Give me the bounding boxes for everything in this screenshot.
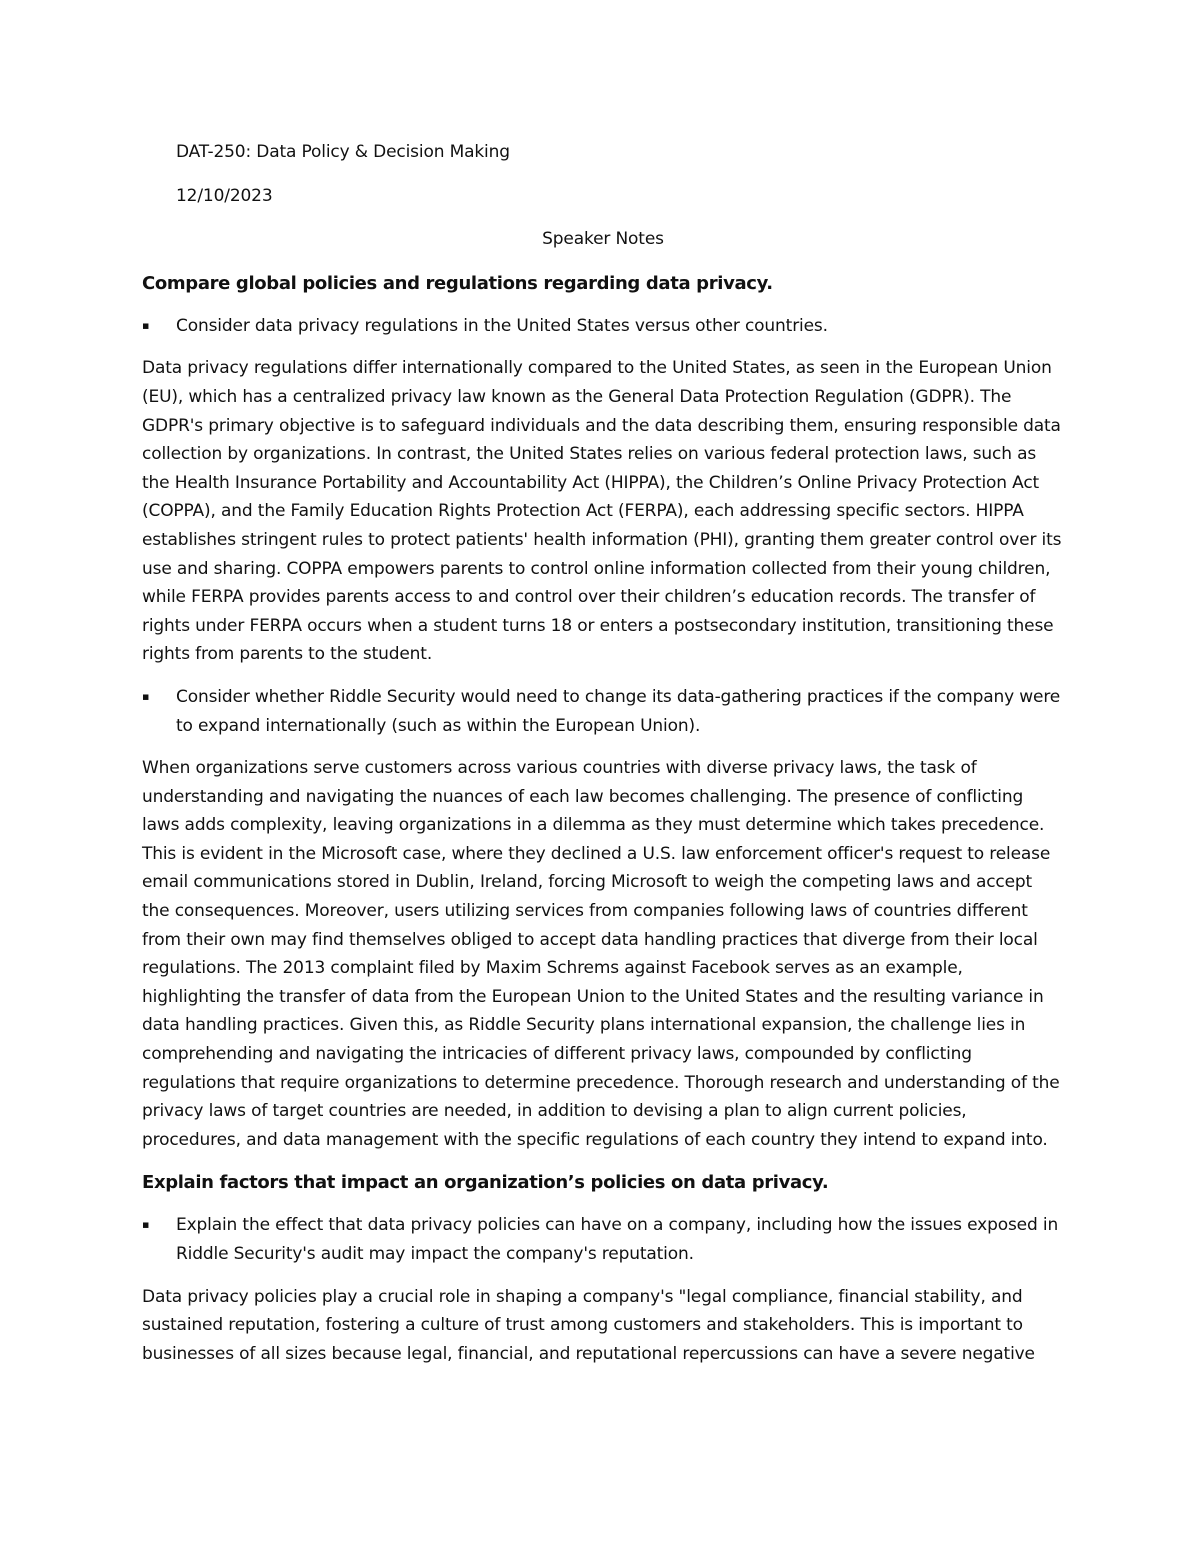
document-subtitle: Speaker Notes [542,229,664,250]
section-heading: Explain factors that impact an organization’s policies on data privacy. [142,1172,829,1194]
bullet-item [142,312,1062,341]
body-paragraph: When organizations serve customers across various countries with diverse privacy laws, the task of understanding and navigating the nuances of each law becomes challenging. The presence of conflicting laws adds complexity, leaving organizations in a dilemma as they must determine which takes precedence. This is evident in the Microsoft case, where they declined a U.S. law enforcement officer's request to release email communications stored in Dublin, Ireland, forcing Microsoft to weigh the competing laws and accept the consequences. Moreover, users utilizing services from companies following laws of countries different from their own may find themselves obliged to accept data handling practices that diverge from their local regulations. The 2013 complaint filed by Maxim Schrems against Facebook serves as an example, highlighting the transfer of data from the European Union to the United States and the resulting variance in data handling practices. Given this, as Riddle Security plans international expansion, the challenge lies in comprehending and navigating the intricacies of different privacy laws, compounded by conflicting regulations that require organizations to determine precedence. Thorough research and understanding of the privacy laws of target countries are needed, in addition to devising a plan to align current policies, procedures, and data management with the specific regulations of each country they intend to expand into. [142,758,1060,1150]
bullet-icon: ▪ [142,318,150,332]
section-global-policies [142,269,1062,1155]
body-paragraph: Data privacy regulations differ internationally compared to the United States, as seen in the European Union (EU), which has a centralized privacy law known as the General Data Protection Regulation (GDPR). The GDPR's primary objective is to safeguard individuals and the data describing them, ensuring responsible data collection by organizations. In contrast, the United States relies on various federal protection laws, such as the Health Insurance Portability and Accountability Act (HIPPA), the Children’s Online Privacy Protection Act (COPPA), and the Family Education Rights Protection Act (FERPA), each addressing specific sectors. HIPPA establishes stringent rules to protect patients' health information (PHI), granting them greater control over its use and sharing. COPPA empowers parents to control online information collected from their young children, while FERPA provides parents access to and control over their children’s education records. The transfer of rights under FERPA occurs when a student turns 18 or enters a postsecondary institution, transitioning these rights from parents to the student. [142,358,1062,665]
bullet-text: Explain the effect that data privacy policies can have on a company, including how the issues exposed in Riddle Security's audit may impact the company's reputation. [176,1215,1059,1264]
bullet-text: Consider whether Riddle Security would need to change its data-gathering practices if the company were to expand internationally (such as within the European Union). [176,686,1061,736]
document-body [142,138,1062,1382]
section-policy-factors [142,1168,1062,1368]
body-paragraph: Data privacy policies play a crucial role in shaping a company's "legal compliance, financial stability, and sustained reputation, fostering a culture of trust among customers and stakeholders. This is important to businesses of all sizes because legal, financial, and reputational repercussions can have a severe negative [142,1286,1035,1364]
section-heading: Compare global policies and regulations regarding data privacy. [142,272,773,294]
course-title: DAT-250: Data Policy & Decision Making [176,142,510,162]
bullet-item [142,683,1062,740]
bullet-icon: ▪ [142,1218,150,1232]
bullet-icon: ▪ [142,689,150,703]
bullet-text: Consider data privacy regulations in the United States versus other countries. [176,315,828,336]
document-date: 12/10/2023 [176,185,273,206]
bullet-item [142,1211,1062,1268]
